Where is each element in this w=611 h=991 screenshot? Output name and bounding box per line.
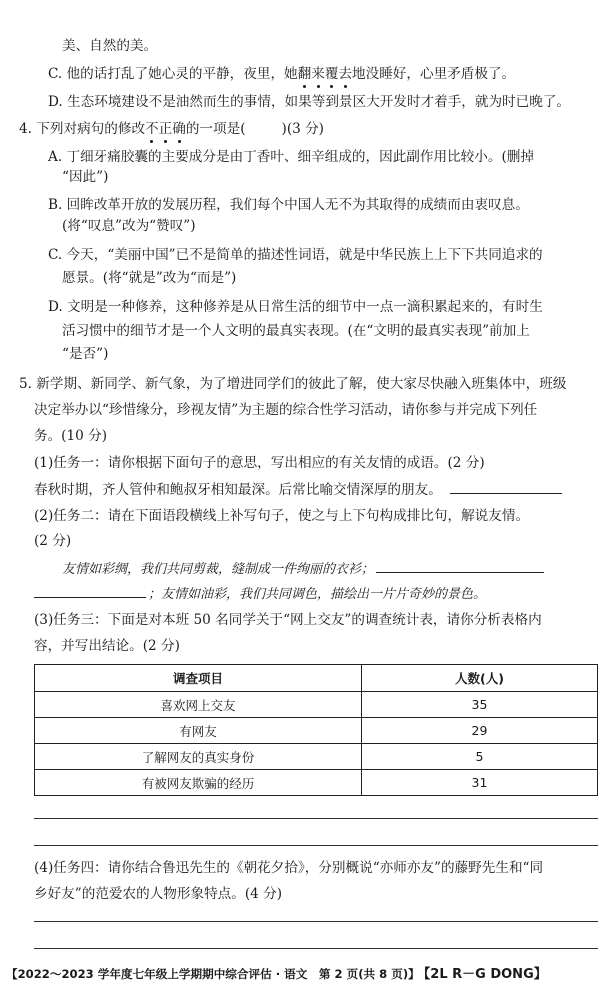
table-cell-count: 29 <box>362 718 598 744</box>
q5-task2-passage-line2 <box>34 583 486 605</box>
q3-option-c-pre: C. 他的话打乱了她心灵的平静，夜里，她 <box>48 66 298 82</box>
table-cell-item: 了解网友的真实身份 <box>35 744 362 770</box>
q5-task1-sentence <box>34 479 562 500</box>
q5-task2-prompt-line2: (2 分) <box>34 533 72 549</box>
emphasis-char: 确 <box>172 121 186 137</box>
table-row <box>35 770 598 796</box>
table-cell-count: 35 <box>362 692 598 718</box>
q4-option-b-line2: (将“叹息”改为“赞叹”) <box>62 218 196 234</box>
table-header-item: 调查项目 <box>35 665 362 692</box>
answer-line[interactable] <box>34 818 598 819</box>
table-cell-item: 喜欢网上交友 <box>35 692 362 718</box>
q5-task3-prompt-line2: 容，并写出结论。(2 分) <box>34 638 180 654</box>
table-row <box>35 718 598 744</box>
table-cell-count: 5 <box>362 744 598 770</box>
page-footer <box>6 963 547 982</box>
q5-task2-passage-line1 <box>62 558 544 580</box>
q4-option-a-line2: “因此”) <box>62 169 109 185</box>
q4-option-c-line1: C. 今天，“美丽中国”已不是简单的描述性词语，就是中华民族上上下下共同追求的 <box>48 247 543 263</box>
answer-line[interactable] <box>34 845 598 846</box>
q5-task4-prompt-line2: 乡好友”的范爱农的人物形象特点。(4 分) <box>34 886 283 902</box>
emphasis-char: 翻 <box>297 66 312 82</box>
emphasis-char: 不 <box>145 121 159 137</box>
q5-task4-prompt-line1: (4)任务四：请你结合鲁迅先生的《朝花夕拾》，分别概说“亦师亦友”的藤野先生和“同 <box>34 860 544 876</box>
q5-task1-prompt: (1)任务一：请你根据下面句子的意思，写出相应的有关友情的成语。(2 分) <box>34 455 485 471</box>
emphasis-char: 去 <box>338 66 353 82</box>
q4-stem <box>19 119 324 139</box>
q4-stem-pre: 4. 下列对病句的修改 <box>19 121 146 137</box>
q5-task2-passage-text1: 友情如彩绸，我们共同剪裁，缝制成一件绚丽的衣衫； <box>62 562 375 577</box>
q5-stem-line2: 决定举办以“珍惜缘分，珍视友情”为主题的综合性学习活动，请你参与并完成下列任 <box>34 402 538 418</box>
table-header-row <box>35 665 598 692</box>
q5-task1-text: 春秋时期，齐人管仲和鲍叔牙相知最深。后常比喻交情深厚的朋友。 <box>34 482 442 498</box>
table-cell-item: 有被网友欺骗的经历 <box>35 770 362 796</box>
q5-task3-prompt-line1: (3)任务三：下面是对本班 50 名同学关于“网上交友”的调查统计表，请你分析表格内 <box>34 612 542 628</box>
q3-option-c-post: 地没睡好，心里矛盾极了。 <box>352 66 516 82</box>
q3-option-c <box>48 64 515 84</box>
q4-option-d-line1: D. 文明是一种修养，这种修养是从日常生活的细节中一点一滴积累起来的，有时生 <box>48 299 543 315</box>
answer-line[interactable] <box>34 948 598 949</box>
q5-stem-line3: 务。(10 分) <box>34 428 108 444</box>
q4-stem-end: )(3 分) <box>281 121 324 137</box>
footer-code: 【2L R－G DONG】 <box>423 967 547 982</box>
answer-blank[interactable] <box>376 558 544 573</box>
q5-stem-line1: 5. 新学期、新同学、新气象，为了增进同学们的彼此了解，使大家尽快融入班集体中，班级 <box>19 376 567 392</box>
table-cell-count: 31 <box>362 770 598 796</box>
answer-blank[interactable] <box>34 583 146 598</box>
table-cell-item: 有网友 <box>35 718 362 744</box>
q4-option-d-line2: 活习惯中的细节才是一个人文明的最真实表现。(在“文明的最真实表现”前加上 <box>62 323 530 339</box>
table-row <box>35 692 598 718</box>
q3-option-d: D. 生态环境建设不是油然而生的事情，如果等到景区大开发时才着手，就为时已晚了。 <box>48 94 571 110</box>
answer-blank[interactable] <box>450 479 562 494</box>
q5-task2-passage-text2: ；友情如油彩，我们共同调色，描绘出一片片奇妙的景色。 <box>148 587 487 602</box>
q4-option-b-line1: B. 回眸改革开放的发展历程，我们每个中国人无不为其取得的成绩而由衷叹息。 <box>48 197 529 213</box>
q4-stem-post: 的一项是( <box>185 121 246 137</box>
footer-text: 【2022～2023 学年度七年级上学期期中综合评估 · 语文 第 2 页(共 8 页)】 <box>6 967 420 981</box>
table-header-count: 人数(人) <box>362 665 598 692</box>
q5-task2-prompt-line1: (2)任务二：请在下面语段横线上补写句子，使之与上下句构成排比句，解说友情。 <box>34 508 530 524</box>
answer-line[interactable] <box>34 921 598 922</box>
q4-option-c-line2: 愿景。(将“就是”改为“而是”) <box>62 270 237 286</box>
emphasis-char: 来 <box>311 66 325 82</box>
survey-table <box>34 664 598 796</box>
q3-option-b-continuation: 美、自然的美。 <box>62 38 158 54</box>
q4-option-d-line3: “是否”) <box>62 346 109 362</box>
table-row <box>35 744 598 770</box>
q4-option-a-line1: A. 丁细牙痛胶囊的主要成分是由丁香叶、细辛组成的，因此副作用比较小。(删掉 <box>48 149 534 165</box>
emphasis-char: 覆 <box>324 66 339 82</box>
emphasis-char: 正 <box>158 121 173 137</box>
